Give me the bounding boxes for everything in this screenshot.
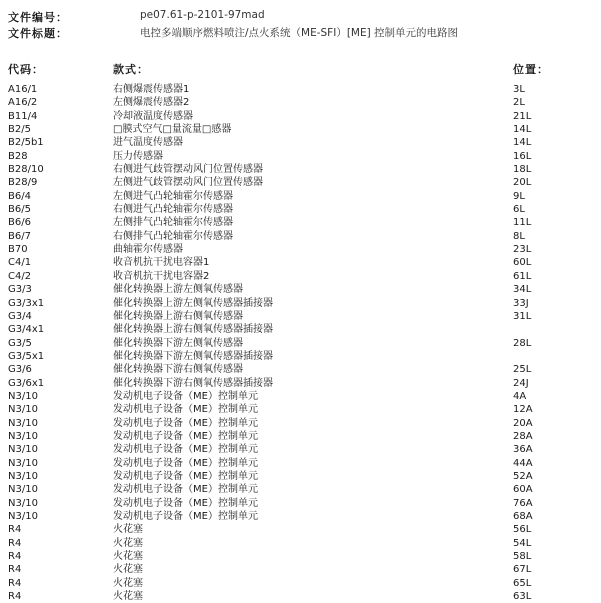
component-description: 发动机电子设备（ME）控制单元 — [113, 430, 258, 442]
component-position: 3L — [513, 84, 525, 95]
component-description: 曲轴霍尔传感器 — [113, 244, 183, 256]
table-row — [0, 323, 601, 336]
component-position: 16L — [513, 150, 532, 162]
component-code: B28/10 — [8, 164, 44, 176]
table-row — [0, 363, 601, 376]
component-position: 61L — [513, 270, 532, 282]
component-code: G3/3x1 — [8, 297, 45, 309]
table-row — [0, 203, 601, 216]
table-row — [0, 350, 601, 363]
component-description: 火花塞 — [113, 537, 143, 549]
component-position: 20A — [513, 417, 533, 429]
component-code: R4 — [8, 577, 22, 589]
component-description: 左侧进气歧管摆动风门位置传感器 — [113, 177, 263, 189]
table-row — [0, 270, 601, 283]
component-description: 右侧排气凸轮轴霍尔传感器 — [113, 230, 233, 242]
component-description: 右侧进气凸轮轴霍尔传感器 — [113, 204, 233, 216]
file-number-label: 文件编号： — [8, 11, 68, 24]
table-row — [0, 563, 601, 576]
component-position: 65L — [513, 577, 532, 589]
component-code: G3/6x1 — [8, 377, 45, 389]
component-position: 60A — [513, 484, 533, 496]
table-row — [0, 123, 601, 136]
column-header-code: 代码： — [8, 63, 44, 76]
table-row — [0, 310, 601, 323]
component-description: 左侧排气凸轮轴霍尔传感器 — [113, 217, 233, 229]
component-description: □膜式空气□量流量□感器 — [113, 124, 232, 136]
component-code: N3/10 — [8, 417, 38, 429]
table-row — [0, 243, 601, 256]
component-code: B6/7 — [8, 230, 31, 242]
table-row — [0, 230, 601, 243]
component-position: 20L — [513, 177, 532, 189]
component-code: R4 — [8, 524, 22, 536]
table-row — [0, 176, 601, 189]
component-code: B11/4 — [8, 110, 38, 122]
table-row — [0, 417, 601, 430]
table-row — [0, 110, 601, 123]
table-row — [0, 136, 601, 149]
component-description: 催化转换器下游左侧氧传感器 — [113, 337, 243, 349]
table-row — [0, 390, 601, 403]
component-description: 发动机电子设备（ME）控制单元 — [113, 470, 258, 482]
component-code: N3/10 — [8, 497, 38, 509]
table-row — [0, 510, 601, 523]
table-row — [0, 457, 601, 470]
component-description: 进气温度传感器 — [113, 137, 183, 149]
component-position: 23L — [513, 244, 532, 256]
table-row — [0, 83, 601, 96]
component-description: 左侧进气凸轮轴霍尔传感器 — [113, 190, 233, 202]
component-code: G3/4x1 — [8, 324, 45, 336]
component-position: 34L — [513, 284, 532, 296]
component-description: 发动机电子设备（ME）控制单元 — [113, 511, 258, 522]
component-position: 33J — [513, 297, 529, 309]
component-code: C4/1 — [8, 257, 32, 269]
component-code: C4/2 — [8, 270, 32, 282]
component-position: 21L — [513, 110, 532, 122]
component-description: 催化转换器下游左侧氧传感器插接器 — [113, 350, 273, 362]
component-description: 火花塞 — [113, 564, 143, 576]
component-description: 催化转换器下游右侧氧传感器 — [113, 364, 243, 376]
table-row — [0, 430, 601, 443]
table-row — [0, 483, 601, 496]
component-position: 31L — [513, 310, 532, 322]
table-row — [0, 537, 601, 550]
column-header-position: 位置： — [513, 63, 549, 76]
component-description: 催化转换器上游左侧氧传感器 — [113, 284, 243, 296]
file-title-value: 电控多端顺序燃料喷注/点火系统（ME-SFI）[ME] 控制单元的电路图 — [140, 27, 459, 39]
component-description: 催化转换器上游左侧氧传感器插接器 — [113, 297, 273, 309]
component-description: 发动机电子设备（ME）控制单元 — [113, 457, 258, 469]
component-code: B2/5 — [8, 124, 31, 136]
component-description: 发动机电子设备（ME）控制单元 — [113, 417, 258, 429]
table-row — [0, 403, 601, 416]
component-code: G3/4 — [8, 310, 32, 322]
component-code: B28 — [8, 150, 28, 162]
component-description: 收音机抗干扰电容器2 — [113, 270, 210, 282]
component-code: R4 — [8, 551, 22, 563]
table-row — [0, 96, 601, 109]
component-code: N3/10 — [8, 444, 38, 456]
component-description: 右侧爆震传感器1 — [113, 84, 190, 95]
table-row — [0, 470, 601, 483]
component-code: N3/10 — [8, 457, 38, 469]
component-description: 压力传感器 — [113, 150, 163, 162]
component-description: 发动机电子设备（ME）控制单元 — [113, 484, 258, 496]
component-position: 8L — [513, 230, 525, 242]
component-list — [0, 83, 601, 603]
file-title-label: 文件标题： — [8, 27, 68, 40]
component-description: 火花塞 — [113, 524, 143, 536]
component-code: B6/6 — [8, 217, 31, 229]
component-position: 67L — [513, 564, 532, 576]
component-code: N3/10 — [8, 511, 38, 522]
component-code: G3/3 — [8, 284, 32, 296]
component-code: N3/10 — [8, 430, 38, 442]
component-code: R4 — [8, 591, 22, 603]
component-position: 12A — [513, 404, 533, 416]
table-row — [0, 523, 601, 536]
component-position: 58L — [513, 551, 532, 563]
component-code: B6/5 — [8, 204, 31, 216]
component-position: 54L — [513, 537, 532, 549]
component-code: G3/5 — [8, 337, 32, 349]
component-position: 6L — [513, 204, 525, 216]
component-description: 催化转换器上游右侧氧传感器 — [113, 310, 243, 322]
file-number-value: pe07.61-p-2101-97mad — [140, 9, 265, 21]
component-position: 28L — [513, 337, 532, 349]
component-description: 左侧爆震传感器2 — [113, 97, 190, 109]
component-description: 催化转换器下游右侧氧传感器插接器 — [113, 377, 273, 389]
component-position: 24J — [513, 377, 529, 389]
table-row — [0, 150, 601, 163]
table-row — [0, 577, 601, 590]
component-description: 冷却液温度传感器 — [113, 110, 193, 122]
component-code: G3/5x1 — [8, 350, 45, 362]
component-description: 火花塞 — [113, 591, 143, 603]
component-code: B6/4 — [8, 190, 31, 202]
component-position: 68A — [513, 511, 533, 522]
component-position: 56L — [513, 524, 532, 536]
component-code: B2/5b1 — [8, 137, 44, 149]
component-position: 44A — [513, 457, 533, 469]
component-code: R4 — [8, 564, 22, 576]
component-position: 63L — [513, 591, 532, 603]
component-position: 76A — [513, 497, 533, 509]
component-code: N3/10 — [8, 470, 38, 482]
component-description: 火花塞 — [113, 577, 143, 589]
table-row — [0, 190, 601, 203]
component-description: 收音机抗干扰电容器1 — [113, 257, 210, 269]
component-description: 右侧进气歧管摆动风门位置传感器 — [113, 164, 263, 176]
component-code: G3/6 — [8, 364, 32, 376]
column-header-description: 款式： — [113, 63, 149, 76]
table-row — [0, 297, 601, 310]
component-position: 2L — [513, 97, 525, 109]
table-row — [0, 163, 601, 176]
table-row — [0, 283, 601, 296]
table-row — [0, 256, 601, 269]
component-position: 4A — [513, 390, 527, 402]
component-position: 36A — [513, 444, 533, 456]
component-code: A16/2 — [8, 97, 38, 109]
component-code: A16/1 — [8, 84, 38, 95]
component-code: R4 — [8, 537, 22, 549]
component-position: 28A — [513, 430, 533, 442]
component-description: 催化转换器上游右侧氧传感器插接器 — [113, 324, 273, 336]
component-code: N3/10 — [8, 404, 38, 416]
table-row — [0, 443, 601, 456]
component-code: B70 — [8, 244, 28, 256]
component-position: 52A — [513, 470, 533, 482]
component-description: 发动机电子设备（ME）控制单元 — [113, 497, 258, 509]
component-description: 火花塞 — [113, 551, 143, 563]
component-code: B28/9 — [8, 177, 38, 189]
component-position: 14L — [513, 124, 532, 136]
component-position: 11L — [513, 217, 532, 229]
component-code: N3/10 — [8, 484, 38, 496]
table-row — [0, 497, 601, 510]
table-row — [0, 216, 601, 229]
component-position: 14L — [513, 137, 532, 149]
component-description: 发动机电子设备（ME）控制单元 — [113, 444, 258, 456]
component-position: 60L — [513, 257, 532, 269]
component-description: 发动机电子设备（ME）控制单元 — [113, 390, 258, 402]
table-row — [0, 550, 601, 563]
component-position: 25L — [513, 364, 532, 376]
table-row — [0, 377, 601, 390]
component-position: 18L — [513, 164, 532, 176]
component-code: N3/10 — [8, 390, 38, 402]
component-description: 发动机电子设备（ME）控制单元 — [113, 404, 258, 416]
table-row — [0, 337, 601, 350]
component-position: 9L — [513, 190, 525, 202]
table-row — [0, 590, 601, 603]
